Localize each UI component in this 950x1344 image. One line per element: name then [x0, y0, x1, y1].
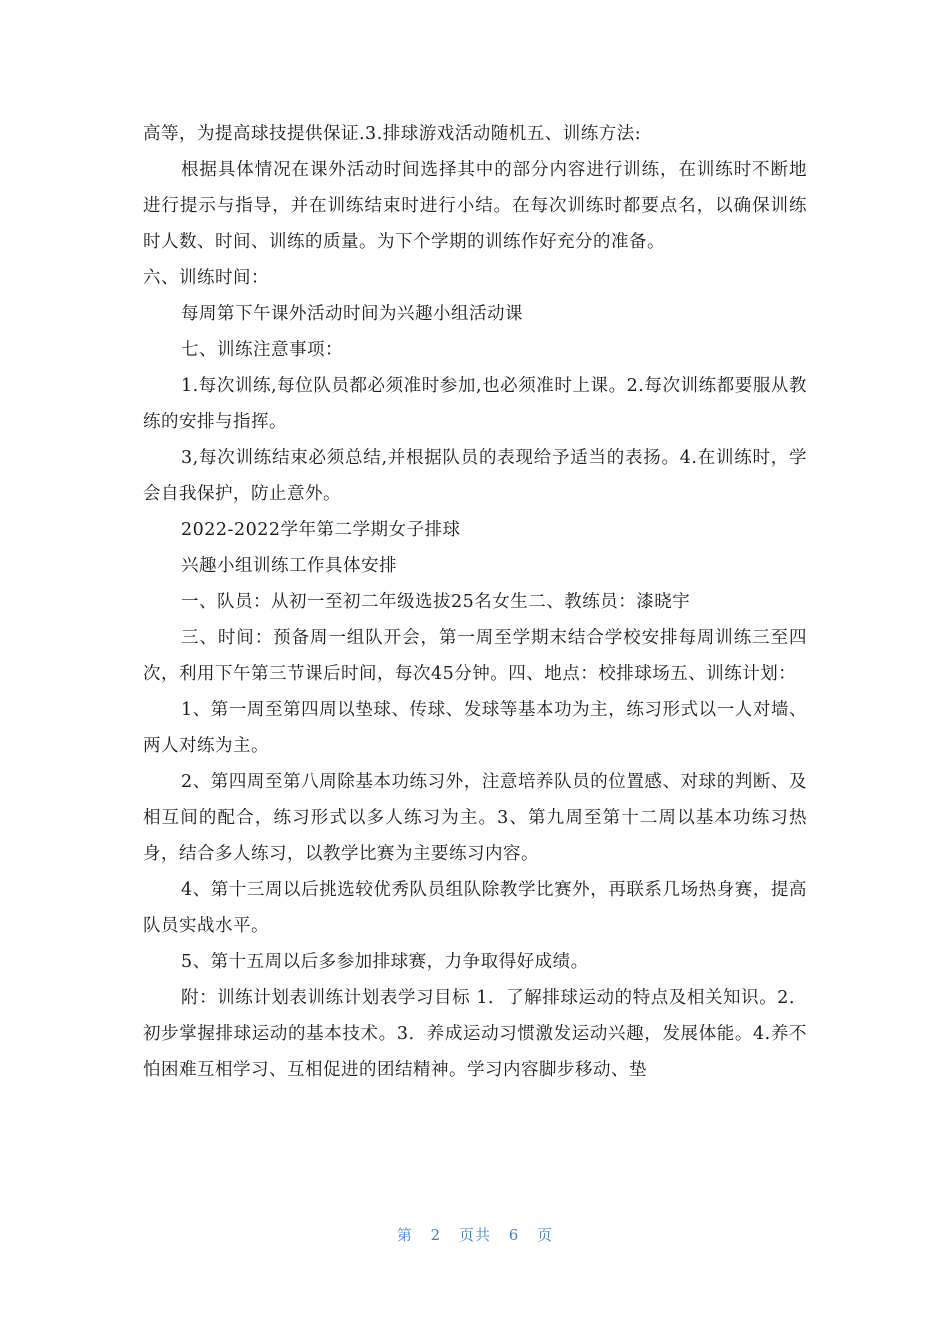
paragraph-7: 3,每次训练结束必须总结,并根据队员的表现给予适当的表扬。4.在训练时，学会自我保护，防止意外。	[143, 448, 807, 504]
paragraph-1: 高等，为提高球技提供保证.3.排球游戏活动随机五、训练方法:	[143, 124, 642, 144]
paragraph-12: 1、第一周至第四周以垫球、传球、发球等基本功为主，练习形式以一人对墙、两人对练为主。	[143, 700, 807, 756]
paragraph-8: 2022-2022学年第二学期女子排球	[181, 520, 461, 540]
paragraph-2: 根据具体情况在课外活动时间选择其中的部分内容进行训练，在训练时不断地进行提示与指导，并在训练结束时进行小结。在每次训练时都要点名，以确保训练时人数、时间、训练的质量。为下个学期的训练作好充分的准备。	[143, 160, 807, 252]
paragraph-3: 六、训练时间：	[143, 268, 269, 288]
paragraph-11: 三、时间：预备周一组队开会，第一周至学期末结合学校安排每周训练三至四次，利用下午第三节课后时间，每次45分钟。四、地点：校排球场五、训练计划：	[143, 628, 807, 684]
paragraph-10: 一、队员：从初一至初二年级选拔25名女生二、教练员：漆晓宇	[181, 592, 691, 612]
paragraph-5: 七、训练注意事项：	[181, 340, 343, 360]
paragraph-16: 附：训练计划表训练计划表学习目标 1．了解排球运动的特点及相关知识。2．初步掌握排球运动的基本技术。3．养成运动习惯激发运动兴趣，发展体能。4.养不怕困难互相学习、互相促进的团结精神。学习内容脚步移动、垫	[143, 988, 807, 1080]
paragraph-14: 4、第十三周以后挑选较优秀队员组队除教学比赛外，再联系几场热身赛，提高队员实战水平。	[143, 880, 807, 936]
paragraph-9: 兴趣小组训练工作具体安排	[181, 556, 397, 576]
page-number-footer: 第 2 页共 6 页	[396, 1226, 554, 1244]
paragraph-15: 5、第十五周以后多参加排球赛，力争取得好成绩。	[181, 952, 589, 972]
page-body	[143, 116, 807, 1088]
paragraph-6: 1.每次训练,每位队员都必须准时参加,也必须准时上课。2.每次训练都要服从教练的安排与指挥。	[143, 376, 807, 432]
paragraph-4: 每周第下午课外活动时间为兴趣小组活动课	[181, 304, 523, 324]
paragraph-13: 2、第四周至第八周除基本功练习外，注意培养队员的位置感、对球的判断、及相互间的配合，练习形式以多人练习为主。3、第九周至第十二周以基本功练习热身，结合多人练习，以教学比赛为主要练习内容。	[143, 772, 807, 864]
